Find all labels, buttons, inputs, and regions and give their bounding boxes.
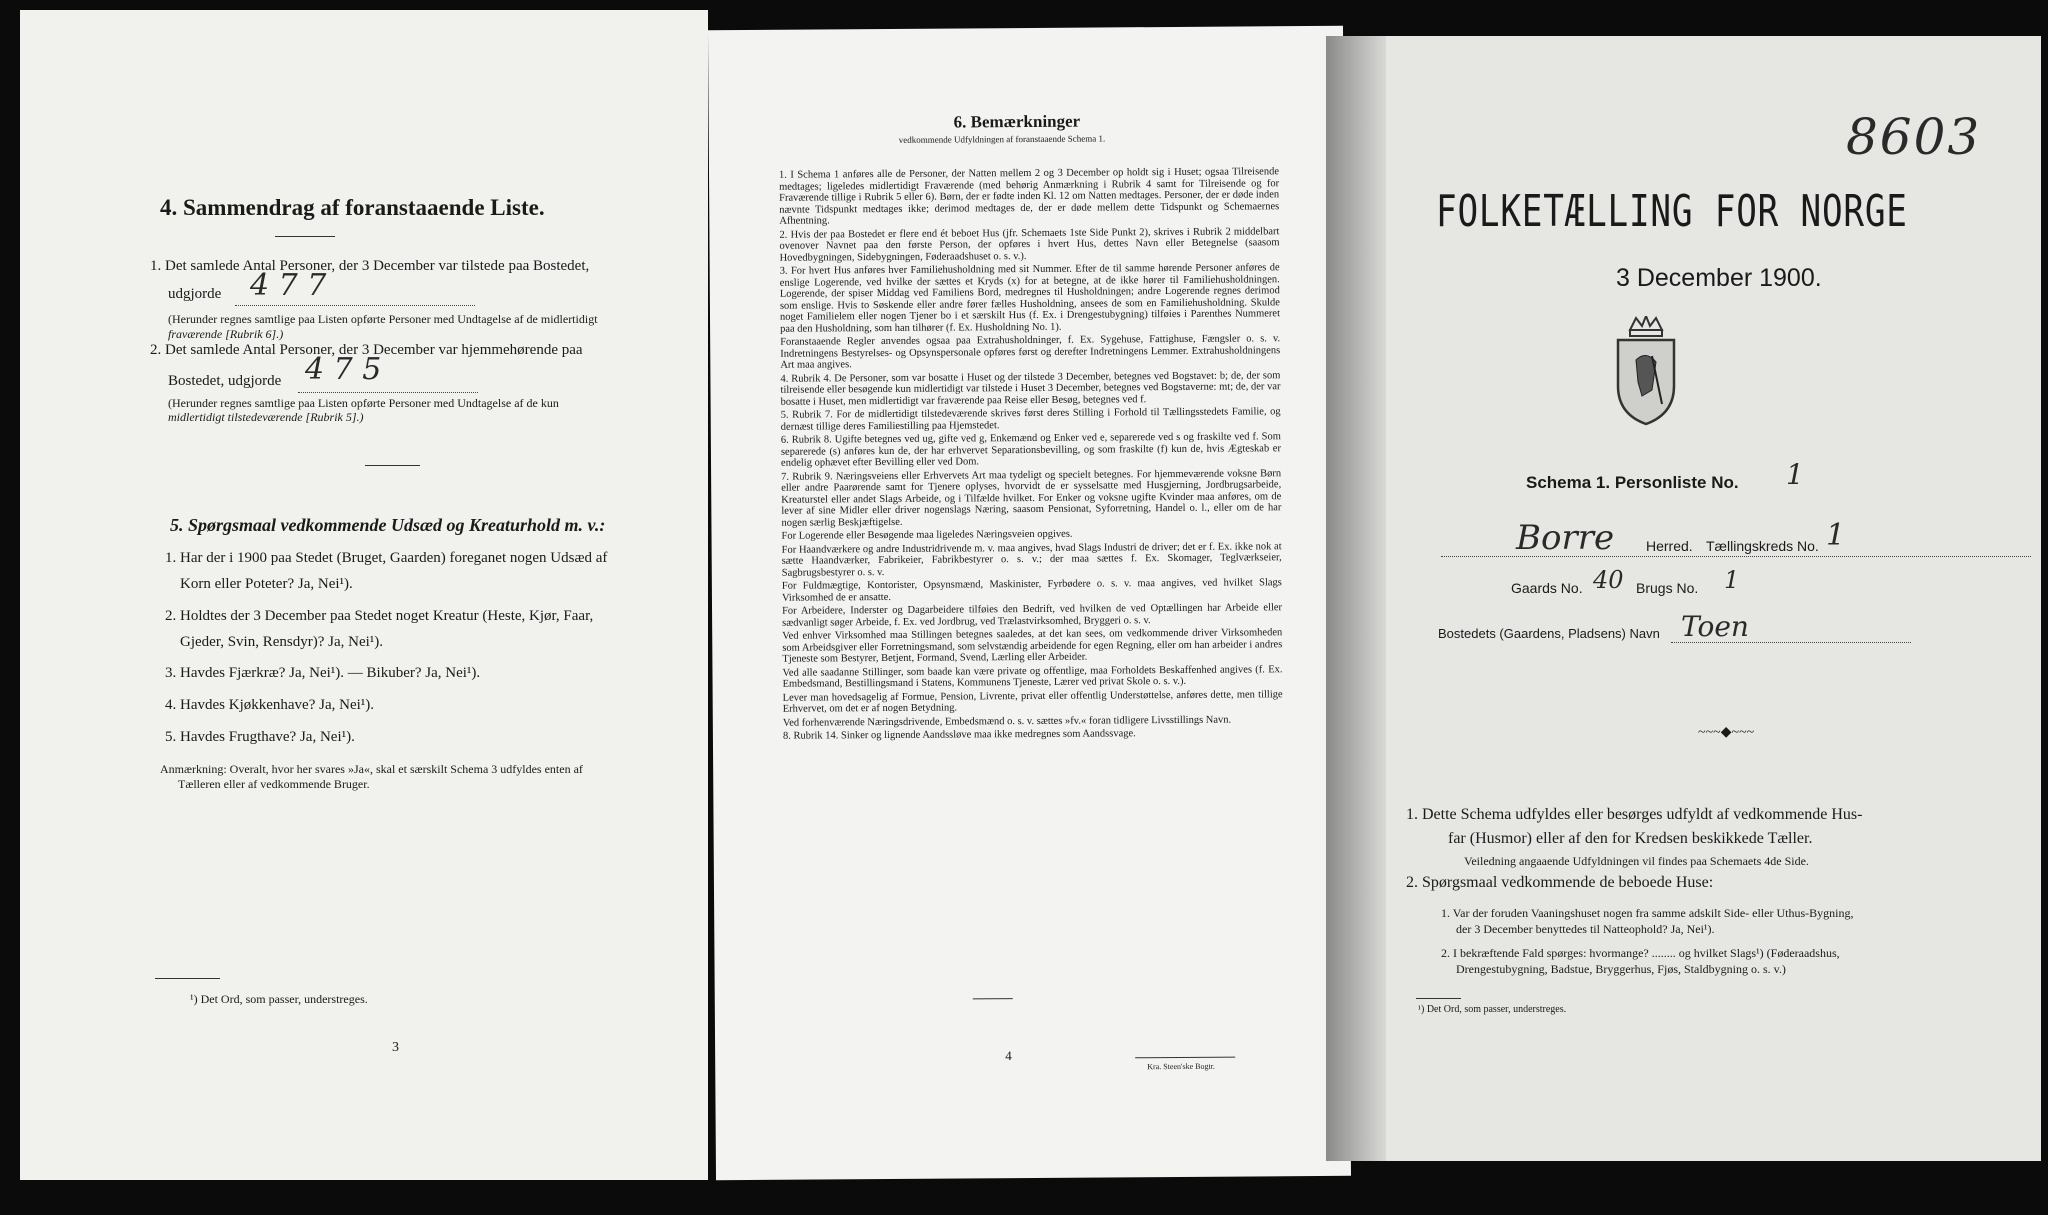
instr-1c: Veiledning angaaende Udfyldningen vil findes paa Schemaets 4de Side.	[1464, 854, 1809, 868]
q1-note1: (Herunder regnes samtlige paa Listen opførte Personer med Undtagelse af de midlertidigt	[168, 312, 598, 326]
q5-1b: Korn eller Poteter? Ja, Nei¹).	[180, 576, 353, 592]
kreds-label: Tællingskreds No.	[1706, 538, 1819, 554]
page-number: 3	[392, 1040, 399, 1055]
footnote-rule	[155, 978, 220, 979]
herred-label: Herred.	[1646, 538, 1693, 554]
house-q2a: 2. I bekræftende Fald spørges: hvormange? ........ og hvilket Slags¹) (Føderaadshus,	[1441, 946, 1840, 960]
bemerk-para: 2. Hvis der paa Bostedet er flere end ét beboet Hus (jfr. Schemaets 1ste Side Punkt 2), skrives i Rubrik 2 middelbart ovenover Navnet paa den første Person, der opføres i hvert Hus, dettes Navn eller Betegnelse (saasom Hovedbygningen, Sidebygningen, Føderaadshuset o. s. v.).	[779, 225, 1280, 264]
q5-2b: Gjeder, Svin, Rensdyr)? Ja, Nei¹).	[180, 634, 384, 650]
kreds-value: 1	[1826, 518, 1846, 553]
bemerk-para: Lever man hovedsagelig af Formue, Pension, Livrente, privat eller offentlig Understøttelse, anføres dette, men tillige Erhvervet, om det er af nogen Betydning.	[782, 688, 1283, 715]
page-left	[20, 10, 708, 1180]
section5-title: 5. Spørgsmaal vedkommende Udsæd og Kreaturhold m. v.:	[170, 515, 606, 535]
fill-line	[235, 305, 475, 306]
ornament: ~~~◆~~~	[1698, 725, 1755, 740]
instr-2: 2. Spørgsmaal vedkommende de beboede Huse:	[1406, 874, 1714, 891]
bemerk-para: For Haandværkere og andre Industridrivende m. v. maa angives, hvad Slags Industri de driver; det er f. Ex. ikke nok at sætte Haandværker, Fabrikeier, Fabrikbestyrer o. s. v.; der maa sættes f. Ex. Skomager, Teglværkseier, Sagbrugsbestyrer o. s. v.	[781, 540, 1282, 579]
footnote: ¹) Det Ord, som passer, understreges.	[1418, 1004, 1567, 1015]
footnote-rule	[1416, 998, 1461, 999]
bemerk-para: 1. I Schema 1 anføres alle de Personer, der Natten mellem 2 og 3 December op holdt sig i Huset; ogsaa Tilreisende medtages; ligeledes midlertidigt Fraværende (med behørig Anmærkning i Rubrik 4 samt for Tilreisende og for Fraværende tillige i Rubrik 5 eller 6). Børn, der er fødte inden Kl. 12 om Natten medtages. Personer, der er døde inden nævnte Tidspunkt medtages ikke; derimod medtages de, der er døde mellem dette Tidspunkt og Schemaernes Afhentning.	[778, 166, 1280, 227]
bemerk-para: For Logerende eller Besøgende maa ligeledes Næringsveien opgives.	[781, 528, 1073, 542]
bemerk-para: 5. Rubrik 7. For de midlertidigt tilstedeværende skrives først deres Stilling i Forhold til Tællingsstedets Familie, og dernæst tillige deres Familiestilling paa Hjemstedet.	[780, 406, 1281, 433]
page-shadow	[1326, 36, 1386, 1161]
section4-title: 4. Sammendrag af foranstaaende Liste.	[160, 195, 545, 220]
instr-1a: 1. Dette Schema udfyldes eller besørges udfyldt af vedkommende Hus-	[1406, 806, 1863, 823]
bosted-label: Bostedets (Gaardens, Pladsens) Navn	[1438, 626, 1660, 641]
brugs-label: Brugs No.	[1636, 580, 1699, 596]
q2-handwritten: 4 7 5	[305, 352, 382, 387]
anmaerkning-1: Anmærkning: Overalt, hvor her svares »Ja«, skal et særskilt Schema 3 udfyldes enten af	[160, 762, 583, 776]
bemerk-subtitle: vedkommende Udfyldningen af foranstaaende Schema 1.	[898, 133, 1106, 145]
q1-handwritten: 4 7 7	[250, 268, 327, 303]
q5-2a: 2. Holdtes der 3 December paa Stedet noget Kreatur (Heste, Kjør, Faar,	[165, 608, 594, 624]
house-q1a: 1. Var der foruden Vaaningshuset nogen fra samme adskilt Side- eller Uthus-Bygning,	[1441, 906, 1854, 920]
q2-note1: (Herunder regnes samtlige paa Listen opførte Personer med Undtagelse af de kun	[168, 396, 559, 410]
bemerk-para: Ved forhenværende Næringsdrivende, Embedsmænd o. s. v. sættes »fv.« foran tidligere Livsstillings Navn.	[782, 714, 1232, 729]
bemerk-para: 4. Rubrik 4. De Personer, som var bosatte i Huset og der tilstede 3 December, betegnes ved Bogstavet: b; de, der som tilreisende eller besøgende kun midlertidigt var tilstede i Huset 3 December, betegnes ved Bogstaverne: mt; de, der var bosatte i Huset, men midlertidigt var fraværende paa Reise eller Besøg, betegnes ved f.	[780, 369, 1281, 408]
house-q1b: der 3 December benyttedes til Natteophold? Ja, Nei¹).	[1456, 922, 1715, 936]
bemerk-para: For Fuldmægtige, Kontorister, Opsynsmænd, Maskinister, Fyrbødere o. s. v. maa angives, ved hvilket Slags Virksomhed de er ansatte.	[781, 577, 1282, 604]
footnote: ¹) Det Ord, som passer, understreges.	[190, 992, 368, 1006]
q1-text: 1. Det samlede Antal Personer, der 3 December var tilstede paa Bostedet,	[150, 258, 590, 274]
bemerk-para: 7. Rubrik 9. Næringsveiens eller Erhvervets Art maa tydeligt og specielt betegnes. For hjemmeværende voksne Børn eller andre Paarørende samt for Tjenere oplyses, hvorvidt de er sysselsatte med Husgjerning, Jordbrugsarbeide, Kreaturstel eller andet Slags Arbeide, og i Tilfælde hvilket. For Enker og voksne ugifte Kvinder maa anføres, om de lever af sine Midler eller driver nogenslags Næring, saasom Pensionat, Syforretning, Handel o. l., eller om de har nogen særlig Beskjæftigelse.	[781, 467, 1282, 529]
q5-5: 5. Havdes Frugthave? Ja, Nei¹).	[165, 729, 355, 745]
cover-date: 3 December 1900.	[1616, 264, 1822, 292]
divider	[365, 465, 420, 466]
stamp-number: 8603	[1846, 108, 1982, 166]
page-number: 4	[1005, 1048, 1012, 1064]
bemerk-para: Foranstaaende Regler anvendes ogsaa paa Extrahusholdninger, f. Ex. Sygehuse, Fattighuse, Fængsler o. s. v. Indretningens Bestyrelses- og Opsynspersonale opføres først og derefter Indretningens Lemmer. Extrahusholdningens Art maa angives.	[780, 333, 1281, 371]
q5-1a: 1. Har der i 1900 paa Stedet (Bruget, Gaarden) foreganet nogen Udsæd af	[165, 550, 608, 566]
bemerk-para: Ved alle saadanne Stillinger, som baade kan være private og offentlige, maa Forholdets Beskaffenhed angives (f. Ex. Embedsmand, Bestillingsmand i Statens, Kommunens Tjeneste, Lærer ved privat Skole o. s. v.).	[782, 663, 1283, 690]
coat-of-arms	[1606, 316, 1686, 426]
bemerk-list	[779, 166, 1283, 744]
fill-line	[298, 392, 478, 393]
cover-title: FOLKETÆLLING FOR NORGE	[1436, 186, 1908, 237]
divider	[275, 236, 335, 237]
bemerk-para: For Arbeidere, Inderster og Dagarbeidere tilføies den Bedrift, ved hvilken de ved Optællingen har Arbeide eller sædvanligt søger Arbeide, f. Ex. ved Jordbrug, ved Trælastvirksomhed, Bryggeri o. s. v.	[782, 602, 1283, 629]
herred-value: Borre	[1516, 518, 1615, 558]
q1-udgjorde: udgjorde	[168, 286, 222, 302]
house-q2b: Drengestubygning, Badstue, Bryggerhus, Fjøs, Staldbygning o. s. v.)	[1456, 962, 1786, 976]
schema-no: 1	[1786, 458, 1804, 491]
printer-mark: Kra. Steen'ske Bogtr.	[1147, 1061, 1215, 1072]
bosted-value: Toen	[1681, 610, 1749, 643]
schema-label: Schema 1. Personliste No.	[1526, 473, 1739, 492]
q5-4: 4. Havdes Kjøkkenhave? Ja, Nei¹).	[165, 697, 375, 713]
bemerk-para: 8. Rubrik 14. Sinker og lignende Aandssløve maa ikke medregnes som Aandssvage.	[782, 728, 1136, 742]
q1-note2: fraværende [Rubrik 6].)	[168, 327, 284, 341]
page-right-cover	[1326, 36, 2041, 1161]
page-middle	[708, 26, 1351, 1180]
gaards-label: Gaards No.	[1511, 580, 1583, 596]
q5-3: 3. Havdes Fjærkræ? Ja, Nei¹). — Bikuber? Ja, Nei¹).	[165, 665, 481, 681]
q2-note2: midlertidigt tilstedeværende [Rubrik 5].)	[168, 410, 364, 424]
printer-rule	[1135, 1057, 1235, 1059]
divider	[973, 998, 1013, 999]
bemerk-para: 6. Rubrik 8. Ugifte betegnes ved ug, gifte ved g, Enkemænd og Enker ved e, separerede ved s og fraskilte ved f. Som separerede (s) anføres kun de, der har erhvervet Separationsbevilling, og som fraskilte (f) kun de, hvis Ægteskab er endelig ophævet efter Bevilling eller ved Dom.	[780, 431, 1281, 469]
instr-1b: far (Husmor) eller af den for Kredsen beskikkede Tæller.	[1448, 830, 1813, 847]
anmaerkning-2: Tælleren eller af vedkommende Bruger.	[178, 777, 370, 791]
bemerk-title: 6. Bemærkninger	[953, 111, 1081, 132]
bemerk-para: Ved enhver Virksomhed maa Stillingen betegnes saaledes, at det kan sees, om vedkommende driver Virksomheden som Arbeidsgiver eller Forretningsmand, som selvstændig arbeidende for egen Regning, eller om han arbeider i andres Tjeneste som Bestyrer, Betjent, Formand, Svend, Lærling eller Arbeider.	[782, 627, 1283, 665]
q2-bosted: Bostedet, udgjorde	[168, 373, 282, 389]
q2-text: 2. Det samlede Antal Personer, der 3 December var hjemmehørende paa	[150, 342, 583, 358]
bemerk-para: 3. For hvert Hus anføres hver Familiehusholdning med sit Nummer. Efter de til samme hørende Personer anføres de enslige Logerende, ved hvilke der sættes et Kryds (x) for at betegne, at de ikke hører til Familiehusholdningen. Logerende, der spiser Middag ved Familiens Bord, medregnes til Husholdningen; andre Logerende regnes derimod som enslige. Hvis to Søskende eller andre fører fælles Husholdning, ansees de som en Familiehusholdning. Skulde noget Familielem eller nogen Tjener bo i et særskilt Hus (f. Ex. i Drengestubygning) tilføies i Parenthes Nummeret paa den Husholdning, som han tilhører (f. Ex. Husholdning No. 1).	[779, 262, 1281, 335]
gaards-value: 40	[1593, 566, 1624, 594]
brugs-value: 1	[1724, 566, 1740, 594]
